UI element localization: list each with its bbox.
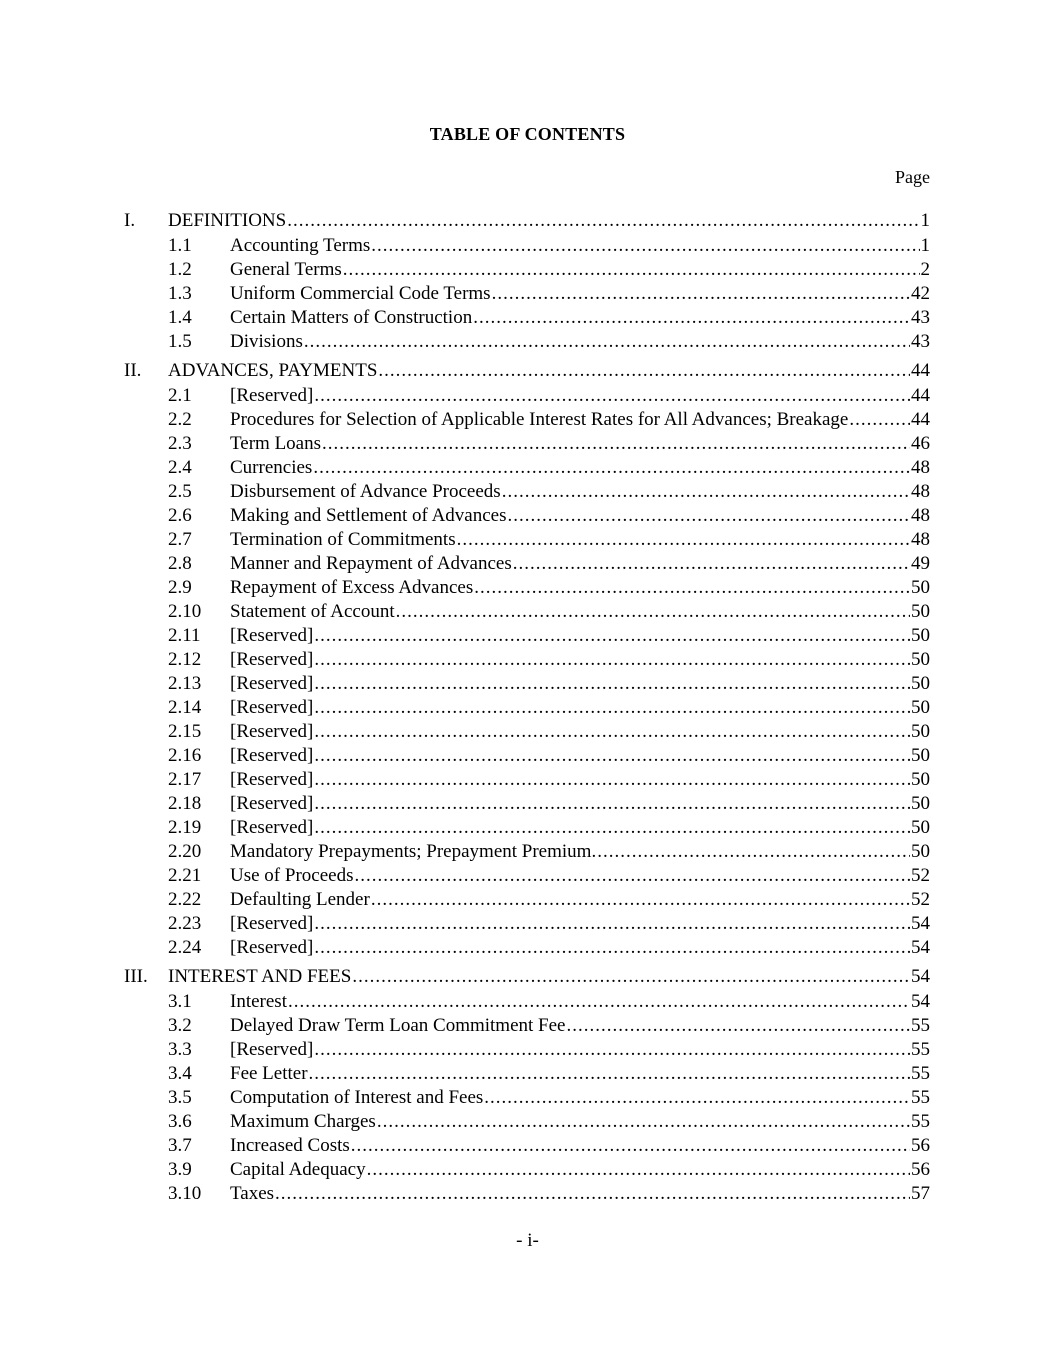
section-title: Maximum Charges [230, 1111, 376, 1132]
section-title: Fee Letter [230, 1063, 308, 1084]
page-number: 52 [911, 865, 930, 886]
toc-section-entry[interactable] [124, 720, 930, 744]
section-title: [Reserved] [230, 673, 314, 694]
section-title: Accounting Terms [230, 235, 371, 256]
section-title: [Reserved] [230, 793, 314, 814]
dot-leader [849, 408, 910, 432]
dot-leader [314, 936, 910, 960]
toc-section-entry[interactable] [124, 1158, 930, 1182]
page-number: 54 [911, 937, 930, 958]
toc-section-entry[interactable] [124, 456, 930, 480]
entry-title-line [230, 1182, 930, 1206]
toc-section-entry[interactable] [124, 792, 930, 816]
dot-leader [314, 816, 910, 840]
page-number: 43 [911, 331, 930, 352]
section-title: [Reserved] [230, 721, 314, 742]
dot-leader [314, 768, 910, 792]
dot-leader [354, 864, 910, 888]
dot-leader [351, 1134, 910, 1158]
section-number: 1.2 [168, 259, 192, 280]
dot-leader [314, 912, 910, 936]
dot-leader [396, 600, 910, 624]
page-number: 54 [911, 913, 930, 934]
section-number: 2.22 [168, 889, 202, 910]
entry-title-line [230, 384, 930, 408]
entry-title-line [230, 744, 930, 768]
toc-section-entry[interactable] [124, 864, 930, 888]
page-number: 48 [911, 529, 930, 550]
toc-section-entry[interactable] [124, 552, 930, 576]
section-number: 1.1 [168, 235, 192, 256]
dot-leader [473, 306, 910, 330]
section-title: Procedures for Selection of Applicable Interest Rates for All Advances; Breakage [230, 409, 849, 430]
section-title: Repayment of Excess Advances [230, 577, 474, 598]
toc-section-entry[interactable] [124, 408, 930, 432]
toc-article-entry[interactable] [124, 964, 930, 990]
page-number: 50 [911, 601, 930, 622]
entry-title-line [230, 330, 930, 354]
section-title: Manner and Repayment of Advances [230, 553, 512, 574]
section-number: 2.23 [168, 913, 202, 934]
article-title: ADVANCES, PAYMENTS [168, 360, 378, 381]
section-title: Interest [230, 991, 287, 1012]
page-number: 56 [911, 1135, 930, 1156]
page-number: 54 [911, 991, 930, 1012]
entry-title-line [230, 432, 930, 456]
dot-leader [343, 258, 920, 282]
entry-title-line [168, 208, 930, 234]
section-number: 2.11 [168, 625, 201, 646]
section-title: [Reserved] [230, 385, 314, 406]
entry-title-line [230, 1110, 930, 1134]
entry-title-line [230, 408, 930, 432]
toc-section-entry[interactable] [124, 384, 930, 408]
entry-title-line [230, 936, 930, 960]
section-title: [Reserved] [230, 913, 314, 934]
entry-title-line [230, 912, 930, 936]
page-number: 44 [911, 409, 930, 430]
section-title: Increased Costs [230, 1135, 350, 1156]
section-number: 2.14 [168, 697, 202, 718]
page-number: 55 [911, 1015, 930, 1036]
table-of-contents [124, 200, 930, 1206]
article-title: DEFINITIONS [168, 210, 287, 231]
toc-section-entry[interactable] [124, 648, 930, 672]
section-number: 2.10 [168, 601, 202, 622]
page-number: 48 [911, 505, 930, 526]
page-number: 50 [911, 577, 930, 598]
section-number: 2.4 [168, 457, 192, 478]
entry-title-line [230, 306, 930, 330]
page-number: 50 [911, 697, 930, 718]
toc-section-entry[interactable] [124, 696, 930, 720]
page-number: 44 [911, 385, 930, 406]
toc-section-entry[interactable] [124, 888, 930, 912]
dot-leader [314, 648, 910, 672]
entry-title-line [168, 358, 930, 384]
dot-leader [313, 456, 910, 480]
dot-leader [314, 792, 910, 816]
toc-section-entry[interactable] [124, 672, 930, 696]
page-title: TABLE OF CONTENTS [429, 124, 626, 144]
entry-title-line [230, 600, 930, 624]
page-number: 56 [911, 1159, 930, 1180]
toc-section-entry[interactable] [124, 600, 930, 624]
toc-section-entry[interactable] [124, 504, 930, 528]
section-title: [Reserved] [230, 1039, 314, 1060]
page-number-footer: - i- [516, 1230, 539, 1251]
section-number: 2.24 [168, 937, 202, 958]
entry-title-line [230, 672, 930, 696]
section-number: 2.9 [168, 577, 192, 598]
dot-leader [309, 1062, 910, 1086]
entry-title-line [230, 816, 930, 840]
dot-leader [314, 720, 910, 744]
toc-section-entry[interactable] [124, 528, 930, 552]
section-number: 2.13 [168, 673, 202, 694]
dot-leader [492, 282, 910, 306]
dot-leader [484, 1086, 910, 1110]
section-title: [Reserved] [230, 937, 314, 958]
entry-title-line [230, 552, 930, 576]
page-number: 50 [911, 625, 930, 646]
entry-title-line [230, 456, 930, 480]
dot-leader [367, 1158, 910, 1182]
dot-leader [287, 208, 919, 234]
toc-section-entry[interactable] [124, 840, 930, 864]
section-number: 1.3 [168, 283, 192, 304]
entry-title-line [230, 648, 930, 672]
page-number: 44 [911, 360, 930, 381]
entry-title-line [168, 964, 930, 990]
section-title: [Reserved] [230, 697, 314, 718]
section-number: 3.10 [168, 1183, 202, 1204]
dot-leader [502, 480, 910, 504]
section-number: 2.6 [168, 505, 192, 526]
page-number: 55 [911, 1039, 930, 1060]
toc-section-entry[interactable] [124, 1038, 930, 1062]
section-number: 2.8 [168, 553, 192, 574]
dot-leader [322, 432, 910, 456]
section-title: Termination of Commitments [230, 529, 456, 550]
section-number: 2.7 [168, 529, 192, 550]
section-number: 3.5 [168, 1087, 192, 1108]
dot-leader [378, 358, 910, 384]
section-number: 2.16 [168, 745, 202, 766]
section-number: 3.9 [168, 1159, 192, 1180]
toc-section-entry[interactable] [124, 432, 930, 456]
dot-leader [352, 964, 910, 990]
toc-section-entry[interactable] [124, 234, 930, 258]
page-number: 48 [911, 457, 930, 478]
toc-section-entry[interactable] [124, 1134, 930, 1158]
section-title: [Reserved] [230, 625, 314, 646]
section-title: Certain Matters of Construction [230, 307, 473, 328]
section-title: Capital Adequacy [230, 1159, 366, 1180]
toc-section-entry[interactable] [124, 816, 930, 840]
section-number: 3.7 [168, 1135, 192, 1156]
section-title: Divisions [230, 331, 303, 352]
dot-leader [314, 672, 910, 696]
toc-section-entry[interactable] [124, 744, 930, 768]
section-title: Currencies [230, 457, 313, 478]
entry-title-line [230, 528, 930, 552]
entry-title-line [230, 1014, 930, 1038]
page-number: 50 [911, 673, 930, 694]
entry-title-line [230, 696, 930, 720]
section-title: Uniform Commercial Code Terms [230, 283, 491, 304]
toc-section-entry[interactable] [124, 768, 930, 792]
entry-title-line [230, 576, 930, 600]
section-number: 3.4 [168, 1063, 192, 1084]
entry-title-line [230, 990, 930, 1014]
page-number: 1 [920, 210, 930, 231]
dot-leader [314, 744, 910, 768]
dot-leader [371, 888, 910, 912]
article-number: II. [124, 360, 142, 381]
toc-section-entry[interactable] [124, 306, 930, 330]
toc-section-entry[interactable] [124, 1182, 930, 1206]
page-number: 52 [911, 889, 930, 910]
section-title: Computation of Interest and Fees [230, 1087, 484, 1108]
article-number: I. [124, 210, 136, 231]
entry-title-line [230, 792, 930, 816]
toc-section-entry[interactable] [124, 912, 930, 936]
toc-section-entry[interactable] [124, 258, 930, 282]
section-number: 1.5 [168, 331, 192, 352]
section-number: 1.4 [168, 307, 192, 328]
entry-title-line [230, 840, 930, 864]
section-title: Defaulting Lender [230, 889, 370, 910]
section-title: [Reserved] [230, 745, 314, 766]
entry-title-line [230, 624, 930, 648]
section-number: 2.2 [168, 409, 192, 430]
page-number: 55 [911, 1063, 930, 1084]
entry-title-line [230, 504, 930, 528]
page-number: 2 [920, 259, 930, 280]
page-number: 50 [911, 721, 930, 742]
toc-section-entry[interactable] [124, 330, 930, 354]
entry-title-line [230, 1038, 930, 1062]
section-number: 2.12 [168, 649, 202, 670]
page-number: 55 [911, 1087, 930, 1108]
section-title: General Terms [230, 259, 342, 280]
page-number: 46 [911, 433, 930, 454]
toc-section-entry[interactable] [124, 624, 930, 648]
section-number: 2.20 [168, 841, 202, 862]
page-column-label: Page [895, 167, 930, 187]
dot-leader [597, 840, 910, 864]
toc-section-entry[interactable] [124, 1110, 930, 1134]
dot-leader [288, 990, 910, 1014]
page-number: 50 [911, 745, 930, 766]
toc-section-entry[interactable] [124, 1014, 930, 1038]
entry-title-line [230, 1158, 930, 1182]
toc-section-entry[interactable] [124, 936, 930, 960]
dot-leader [275, 1182, 910, 1206]
entry-title-line [230, 888, 930, 912]
section-title: Statement of Account [230, 601, 395, 622]
section-number: 2.5 [168, 481, 192, 502]
dot-leader [508, 504, 911, 528]
entry-title-line [230, 234, 930, 258]
entry-title-line [230, 480, 930, 504]
entry-title-line [230, 258, 930, 282]
toc-article-entry[interactable] [124, 208, 930, 234]
section-title: [Reserved] [230, 769, 314, 790]
toc-section-entry[interactable] [124, 990, 930, 1014]
toc-section-entry[interactable] [124, 282, 930, 306]
section-title: Mandatory Prepayments; Prepayment Premium. [230, 841, 597, 862]
section-title: Disbursement of Advance Proceeds [230, 481, 501, 502]
page-number: 1 [920, 235, 930, 256]
toc-section-entry[interactable] [124, 1062, 930, 1086]
section-number: 3.6 [168, 1111, 192, 1132]
section-number: 2.18 [168, 793, 202, 814]
section-title: Making and Settlement of Advances [230, 505, 507, 526]
page-number: 50 [911, 793, 930, 814]
page-number: 57 [911, 1183, 930, 1204]
dot-leader [314, 696, 910, 720]
page-number: 43 [911, 307, 930, 328]
entry-title-line [230, 282, 930, 306]
dot-leader [457, 528, 910, 552]
section-number: 2.15 [168, 721, 202, 742]
toc-section-entry[interactable] [124, 576, 930, 600]
toc-section-entry[interactable] [124, 1086, 930, 1110]
dot-leader [371, 234, 919, 258]
page-number: 50 [911, 817, 930, 838]
article-title: INTEREST AND FEES [168, 966, 352, 987]
dot-leader [377, 1110, 910, 1134]
entry-title-line [230, 720, 930, 744]
toc-section-entry[interactable] [124, 480, 930, 504]
section-number: 2.21 [168, 865, 202, 886]
dot-leader [314, 624, 910, 648]
section-title: Term Loans [230, 433, 322, 454]
entry-title-line [230, 768, 930, 792]
section-title: [Reserved] [230, 817, 314, 838]
entry-title-line [230, 1062, 930, 1086]
section-number: 2.19 [168, 817, 202, 838]
section-number: 3.2 [168, 1015, 192, 1036]
section-title: Delayed Draw Term Loan Commitment Fee [230, 1015, 566, 1036]
page-number: 50 [911, 841, 930, 862]
page-number: 49 [911, 553, 930, 574]
section-title: [Reserved] [230, 649, 314, 670]
dot-leader [304, 330, 910, 354]
dot-leader [314, 1038, 910, 1062]
toc-article-entry[interactable] [124, 358, 930, 384]
section-number: 2.3 [168, 433, 192, 454]
page-number: 54 [911, 966, 930, 987]
entry-title-line [230, 1086, 930, 1110]
section-number: 3.1 [168, 991, 192, 1012]
entry-title-line [230, 864, 930, 888]
section-number: 2.17 [168, 769, 202, 790]
page-number: 50 [911, 769, 930, 790]
section-title: Taxes [230, 1183, 275, 1204]
page-number: 42 [911, 283, 930, 304]
entry-title-line [230, 1134, 930, 1158]
dot-leader [474, 576, 910, 600]
article-number: III. [124, 966, 148, 987]
section-number: 3.3 [168, 1039, 192, 1060]
page-number: 50 [911, 649, 930, 670]
dot-leader [314, 384, 910, 408]
page-number: 55 [911, 1111, 930, 1132]
dot-leader [513, 552, 910, 576]
dot-leader [566, 1014, 910, 1038]
section-title: Use of Proceeds [230, 865, 354, 886]
page-number: 48 [911, 481, 930, 502]
section-number: 2.1 [168, 385, 192, 406]
